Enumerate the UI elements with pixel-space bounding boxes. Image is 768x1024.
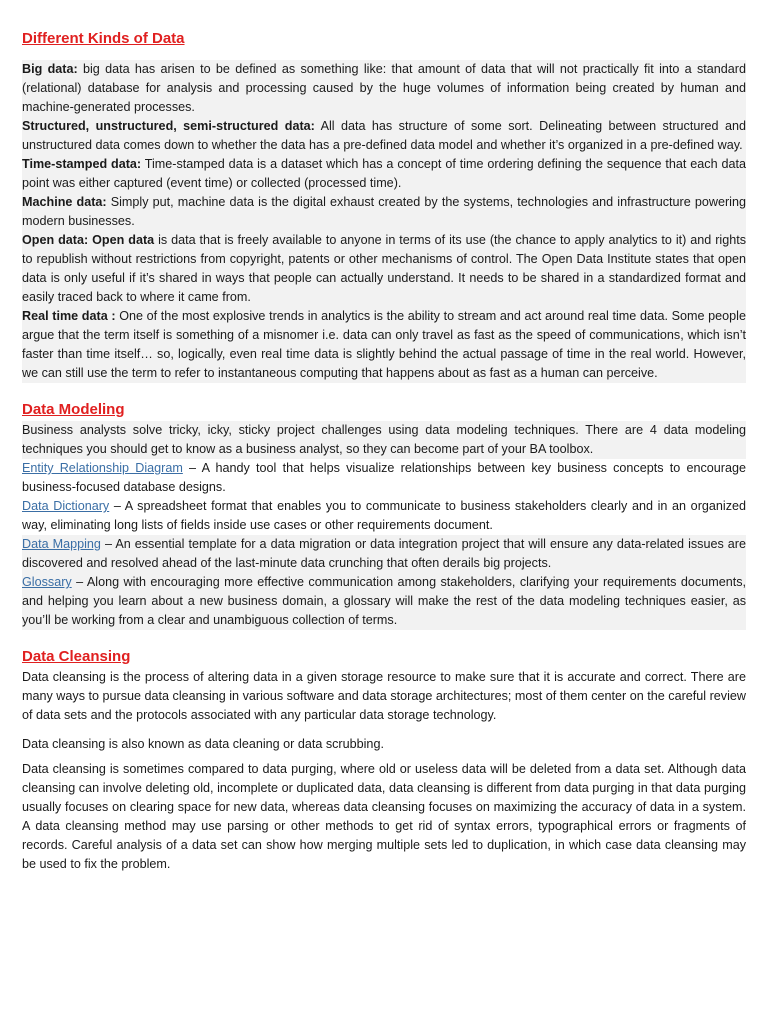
heading-data-cleansing: Data Cleansing: [22, 648, 131, 665]
text-time-stamped-data: Time-stamped data is a dataset which has a concept of time ordering defining the sequence that each data point was either captured (event time) or collected (processed time).: [22, 157, 746, 190]
text-real-time-data: One of the most explosive trends in analytics is the ability to stream and act around real time data. Some people argue that the term itself is something of a misnomer i.e. data can only travel as fast as the speed of communications, which isn’t faster than time itself… so, logically, even real time data is slightly behind the actual passage of time in the real world. However, we can still use the term to refer to instantaneous computing that happens about as fast as a human can perceive.: [22, 309, 746, 380]
link-glossary[interactable]: Glossary: [22, 575, 72, 589]
text-big-data: big data has arisen to be defined as something like: that amount of data that will not practically fit into a standard (relational) database for analysis and processing caused by the huge volumes of information being created by human and machine-generated processes.: [22, 62, 746, 114]
para-cleansing-3: Data cleansing is sometimes compared to data purging, where old or useless data will be deleted from a data set. Although data cleansing can involve deleting old, incomplete or duplicated data, data cleansing is different from data purging in that data purging usually focuses on clearing space for new data, whereas data cleansing focuses on maximizing the accuracy of data in a system. A data cleansing method may use parsing or other methods to get rid of syntax errors, typographical errors or fragments of records. Careful analysis of a data set can show how merging multiple sets led to duplication, in which case data cleansing may be used to fix the problem.: [22, 762, 746, 871]
link-data-mapping[interactable]: Data Mapping: [22, 537, 101, 551]
term-open-data: Open data:: [22, 233, 89, 247]
link-entity-relationship-diagram[interactable]: Entity Relationship Diagram: [22, 461, 183, 475]
para-cleansing-2: Data cleansing is also known as data cleaning or data scrubbing.: [22, 737, 384, 751]
text-structured-data: All data has structure of some sort. Delineating between structured and unstructured data comes down to whether the data has a pre-defined data model and whether it’s organized in a pre-defined way.: [22, 119, 746, 152]
term-real-time-data: Real time data :: [22, 309, 116, 323]
data-mapping-block: [22, 535, 746, 573]
para-time-stamped-data: [22, 155, 746, 193]
para-structured-data: [22, 117, 746, 155]
term-time-stamped-data: Time-stamped data:: [22, 157, 142, 171]
term-structured-data: Structured, unstructured, semi-structured data:: [22, 119, 315, 133]
heading-kinds-of-data: Different Kinds of Data: [22, 30, 185, 47]
text-machine-data: Simply put, machine data is the digital exhaust created by the systems, technologies and infrastructure powering modern businesses.: [22, 195, 746, 228]
para-entity-relationship: [22, 459, 746, 497]
para-open-data: [22, 231, 746, 307]
data-modeling-intro-block: [22, 421, 746, 459]
term-open-data-inline: Open data: [92, 233, 155, 247]
kinds-of-data-body: [22, 60, 746, 383]
para-data-mapping: [22, 535, 746, 573]
para-real-time-data: [22, 307, 746, 383]
link-data-dictionary[interactable]: Data Dictionary: [22, 499, 110, 513]
para-big-data: [22, 60, 746, 117]
para-cleansing-1: Data cleansing is the process of altering data in a given storage resource to make sure that it is accurate and correct. There are many ways to pursue data cleansing in various software and data storage architectures; most of them center on the careful review of data sets and the protocols associated with any particular data storage technology.: [22, 670, 746, 722]
para-machine-data: [22, 193, 746, 231]
heading-data-modeling: Data Modeling: [22, 401, 125, 418]
glossary-block: [22, 573, 746, 630]
text-glossary: – Along with encouraging more effective communication among stakeholders, clarifying your requirements documents, and helping you learn about a new business domain, a glossary will make the rest of the data modeling techniques easier, as you’ll be working from a clear and unambiguous collection of terms.: [22, 575, 746, 627]
term-machine-data: Machine data:: [22, 195, 107, 209]
text-entity-relationship: – A handy tool that helps visualize relationships between key business concepts to encourage business-focused database designs.: [22, 461, 746, 494]
text-data-dictionary: – A spreadsheet format that enables you to communicate to business stakeholders clearly and in an organized way, eliminating long lists of fields inside use cases or other requirements document.: [22, 499, 746, 532]
text-open-data: is data that is freely available to anyone in terms of its use (the chance to apply analytics to it) and rights to republish without restrictions from copyright, patents or other mechanisms of control. The Open Data Institute states that open data is only useful if it’s shared in ways that people can actually understand. It needs to be shared in a standardized format and easily traced back to where it came from.: [22, 233, 746, 304]
para-glossary: [22, 573, 746, 630]
para-modeling-intro: Business analysts solve tricky, icky, sticky project challenges using data modeling techniques. There are 4 data modeling techniques you should get to know as a business analyst, so they can become part of your BA toolbox.: [22, 423, 746, 456]
text-data-mapping: – An essential template for a data migration or data integration project that will ensure any data-related issues are discovered and resolved ahead of the last-minute data crunching that often derails big projects.: [22, 537, 746, 570]
para-data-dictionary: [22, 497, 746, 535]
term-big-data: Big data:: [22, 62, 78, 76]
